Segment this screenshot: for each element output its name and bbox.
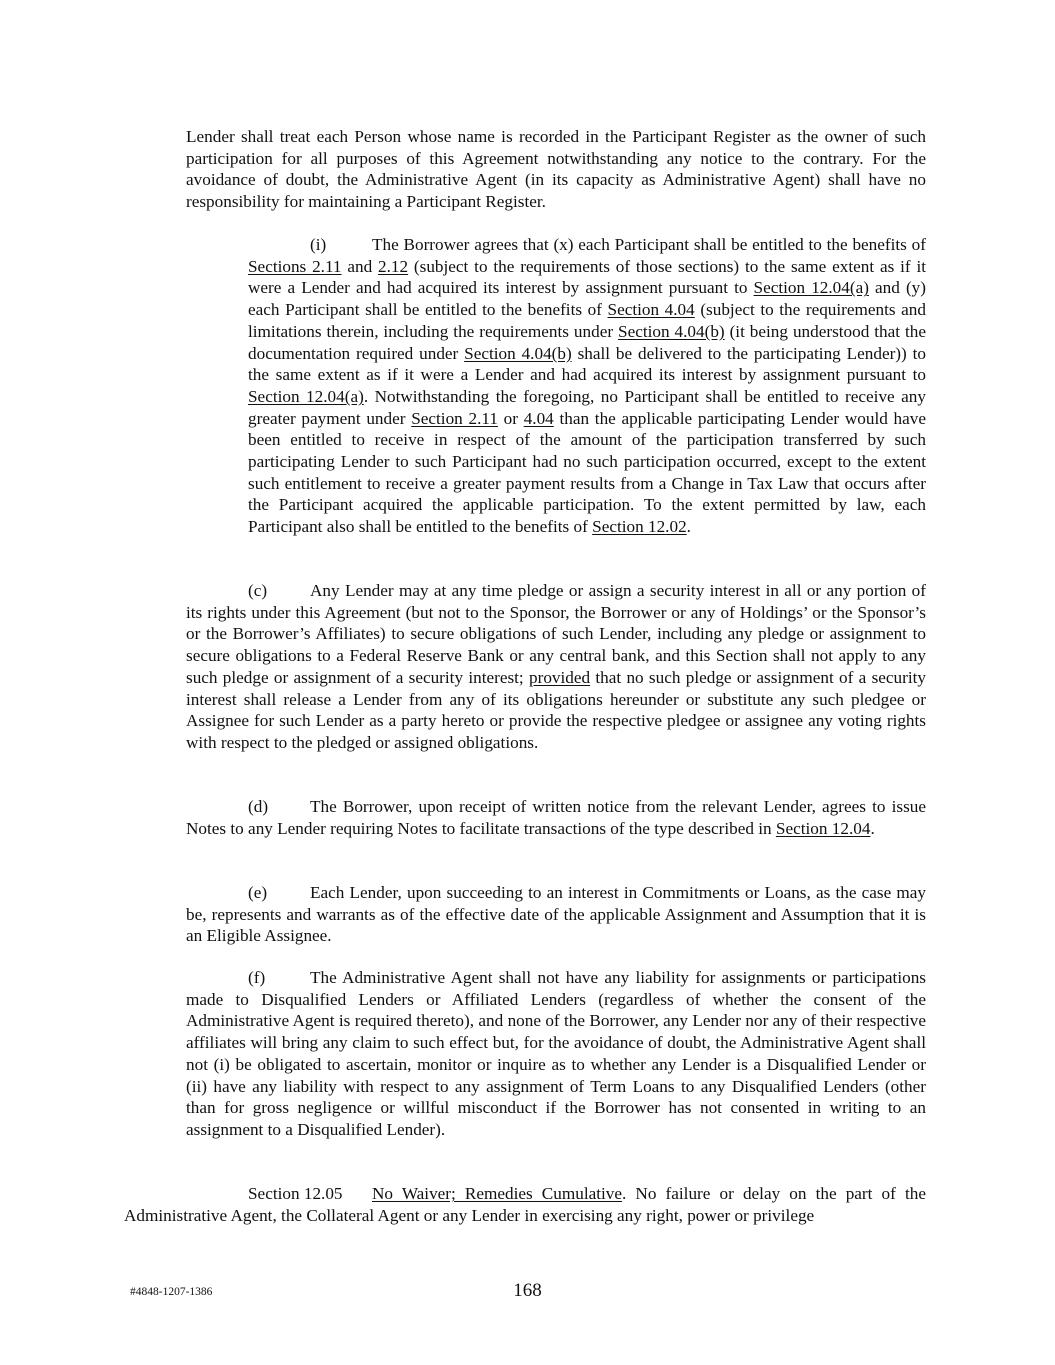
section-reference: Section 12.04(a) <box>248 386 364 406</box>
paragraph-e: (e) Each Lender, upon succeeding to an interest in Commitments or Loans, as the case may be, represents and warrants as of the effective date of the applicable Assignment and Assumption that it is an Eligible Assignee. <box>186 883 926 946</box>
provided-term: provided <box>529 667 591 687</box>
paragraph-label: (e) <box>248 883 268 902</box>
paragraph-f: (f) The Administrative Agent shall not have any liability for assignments or participations made to Disqualified Lenders or Affiliated Lenders (regardless of whether the consent of the Administrative Agent is required thereto), and none of the Borrower, any Lender nor any of their respective affiliates will bring any claim to such effect but, for the avoidance of doubt, the Administrative Agent shall not (i) be obligated to ascertain, monitor or inquire as to whether any Lender is a Disqualified Lender or (ii) have any liability with respect to any assignment of Term Loans to any Disqualified Lenders (other than for gross negligence or willful misconduct if the Borrower has not consented in writing to an assignment to a Disqualified Lender). <box>186 968 926 1139</box>
section-reference: Section 4.04(b) <box>464 343 572 363</box>
paragraph-label: (i) <box>310 235 327 254</box>
section-12-05: Section 12.05 No Waiver; Remedies Cumulative. No failure or delay on the part of the Administrative Agent, the Collateral Agent or any Lender in exercising any right, power or privilege <box>124 1184 926 1225</box>
section-reference: 2.12 <box>378 256 409 276</box>
paragraph-label: (c) <box>248 581 268 600</box>
section-reference: Section 12.04 <box>775 818 871 838</box>
section-reference: Section 2.11 <box>411 408 498 428</box>
section-reference: Section 12.02 <box>592 517 687 537</box>
document-id: #4848-1207-1386 <box>130 1286 213 1298</box>
section-title: No Waiver; Remedies Cumulative <box>372 1184 622 1203</box>
section-reference: Sections 2.11 <box>248 256 342 276</box>
paragraph-label: (d) <box>248 797 269 816</box>
paragraph-i: (i) The Borrower agrees that (x) each Participant shall be entitled to the benefits of Sections 2.11 and 2.12 (subject to the requirements of those sections) to the same extent as if it were a Lender and had acquired its interest by assignment pursuant to Section 12.04(a) and (y) each Participant shall be entitled to the benefits of Section 4.04 (subject to the requirements and limitations therein, including the requirements under Section 4.04(b) (it being understood that the documentation required under Section 4.04(b) shall be delivered to the participating Lender)) to the same extent as if it were a Lender and had acquired its interest by assignment pursuant to Section 12.04(a). Notwithstanding the foregoing, no Participant shall be entitled to receive any greater payment under Section 2.11 or 4.04 than the applicable participating Lender would have been entitled to receive in respect of the amount of the participation transferred by such participating Lender to such Participant had no such participation occurred, except to the extent such entitlement to receive a greater payment results from a Change in Tax Law that occurs after the Participant acquired the applicable participation. To the extent permitted by law, each Participant also shall be entitled to the benefits of Section 12.02. <box>248 235 926 537</box>
page-number: 168 <box>513 1280 542 1301</box>
section-reference: Section 4.04(b) <box>618 321 725 341</box>
section-number: Section 12.05 <box>248 1184 343 1203</box>
paragraph-participant-register: Lender shall treat each Person whose name is recorded in the Participant Register as the owner of such participation for all purposes of this Agreement notwithstanding any notice to the contrary. For the avoidance of doubt, the Administrative Agent (in its capacity as Administrative Agent) shall have no responsibility for maintaining a Participant Register. <box>186 127 926 212</box>
paragraph-c: (c) Any Lender may at any time pledge or assign a security interest in all or any portion of its rights under this Agreement (but not to the Sponsor, the Borrower or any of Holdings’ or the Sponsor’s or the Borrower’s Affiliates) to secure obligations of such Lender, including any pledge or assignment to secure obligations to a Federal Reserve Bank or any central bank, and this Section shall not apply to any such pledge or assignment of a security interest; provided that no such pledge or assignment of a security interest shall release a Lender from any of its obligations hereunder or substitute any such pledgee or Assignee for such Lender as a party hereto or provide the respective pledgee or assignee any voting rights with respect to the pledged or assigned obligations. <box>186 581 926 752</box>
paragraph-d: (d) The Borrower, upon receipt of written notice from the relevant Lender, agrees to issue Notes to any Lender requiring Notes to facilitate transactions of the type described in Section 12.04. <box>186 797 926 838</box>
paragraph-label: (f) <box>248 968 266 987</box>
section-reference: 4.04 <box>523 408 554 428</box>
section-reference: Section 12.04(a) <box>753 278 869 298</box>
section-reference: Section 4.04 <box>607 300 695 320</box>
